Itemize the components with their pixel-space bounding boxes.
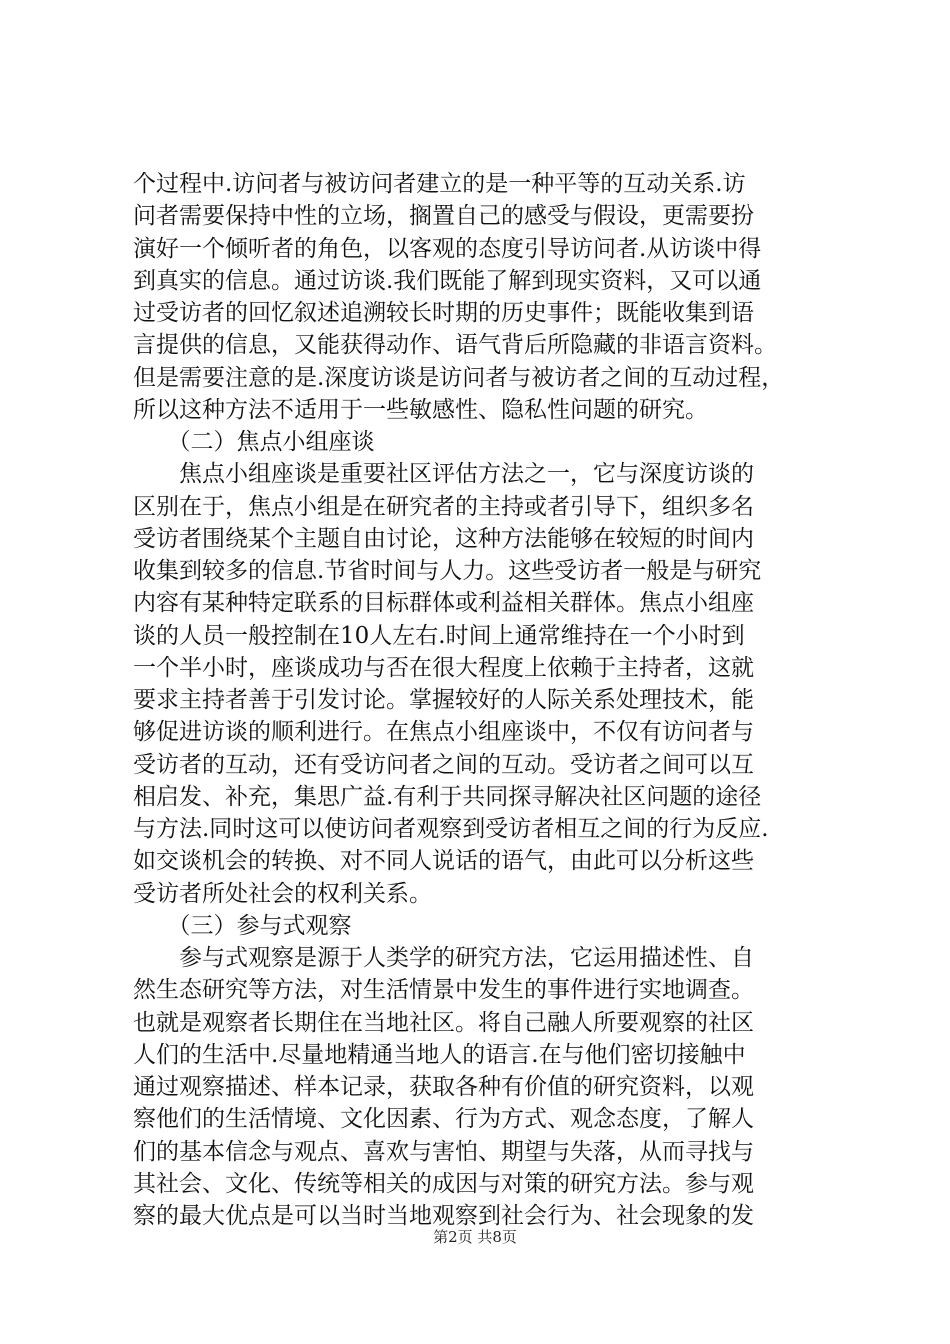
text-line: 通过观察描述、样本记录，获取各种有价值的研究资料，以观 (133, 1074, 754, 1100)
text-line: 人们的生活中.尽量地精通当地人的语言.在与他们密切接触中 (133, 1041, 746, 1068)
text-line: 察他们的生活情境、文化因素、行为方式、观念态度，了解人 (133, 1106, 754, 1133)
text-line: 所以这种方法不适用于一些敏感性、隐私性问题的研究。 (133, 396, 708, 423)
text-line: 也就是观察者长期住在当地社区。将自己融人所要观察的社区 (133, 1009, 754, 1036)
text-line: 内容有某种特定联系的目标群体或利益相关群体。焦点小组座 (133, 590, 754, 617)
text-line: 其社会、文化、传统等相关的成因与对策的研究方法。参与观 (133, 1170, 754, 1197)
text-line: 相启发、补充，集思广益.有利于共同探寻解决社区问题的途径 (133, 783, 762, 810)
text-line: 与方法.同时这可以使访问者观察到受访者相互之间的行为反应. (133, 816, 769, 842)
text-line: 一个半小时，座谈成功与否在很大程度上依赖于主持者，这就 (133, 654, 754, 681)
text-line: 问者需要保持中性的立场，搁置自己的感受与假设，更需要扮 (133, 203, 754, 230)
text-line: 个过程中.访问者与被访问者建立的是一种平等的互动关系.访 (133, 171, 746, 197)
text-line: 但是需要注意的是.深度访谈是访问者与被访者之间的互动过程， (133, 364, 785, 391)
text-line: 收集到较多的信息.节省时间与人力。这些受访者一般是与研究 (133, 558, 762, 584)
text-line: 区别在于，焦点小组是在研究者的主持或者引导下，组织多名 (133, 493, 754, 520)
text-line: 到真实的信息。通过访谈.我们既能了解到现实资料，又可以通 (133, 267, 762, 294)
page-number-footer: 第2页 共8页 (433, 1228, 517, 1246)
text-line: 然生态研究等方法，对生活情景中发生的事件进行实地调查。 (133, 977, 754, 1004)
section-heading: （二）焦点小组座谈 (133, 429, 375, 455)
text-line: 要求主持者善于引发讨论。掌握较好的人际关系处理技术，能 (133, 687, 754, 713)
section-heading: （三）参与式观察 (133, 912, 352, 939)
text-line: 焦点小组座谈是重要社区评估方法之一，它与深度访谈的 (133, 461, 754, 488)
document-body (133, 168, 833, 1232)
text-line: 受访者围绕某个主题自由讨论，这种方法能够在较短的时间内 (133, 525, 754, 552)
text-line: 受访者的互动，还有受访问者之间的互动。受访者之间可以互 (133, 751, 754, 778)
text-line: 言提供的信息，又能获得动作、语气背后所隐藏的非语言资料。 (133, 332, 777, 359)
text-line: 谈的人员一般控制在10人左右.时间上通常维持在一个小时到 (133, 622, 745, 649)
text-line: 参与式观察是源于人类学的研究方法，它运用描述性、自 (133, 945, 754, 971)
text-line: 够促进访谈的顺利进行。在焦点小组座谈中，不仅有访问者与 (133, 719, 754, 746)
text-line: 演好一个倾听者的角色，以客观的态度引导访问者.从访谈中得 (133, 235, 762, 262)
text-line: 过受访者的回忆叙述追溯较长时期的历史事件；既能收集到语 (133, 300, 754, 326)
text-line: 如交谈机会的转换、对不同人说话的语气，由此可以分析这些 (133, 848, 754, 875)
text-line: 们的基本信念与观点、喜欢与害怕、期望与失落，从而寻找与 (133, 1138, 754, 1165)
text-line: 受访者所处社会的权利关系。 (133, 880, 432, 907)
text-line: 察的最大优点是可以当时当地观察到社会行为、社会现象的发 (133, 1203, 754, 1229)
